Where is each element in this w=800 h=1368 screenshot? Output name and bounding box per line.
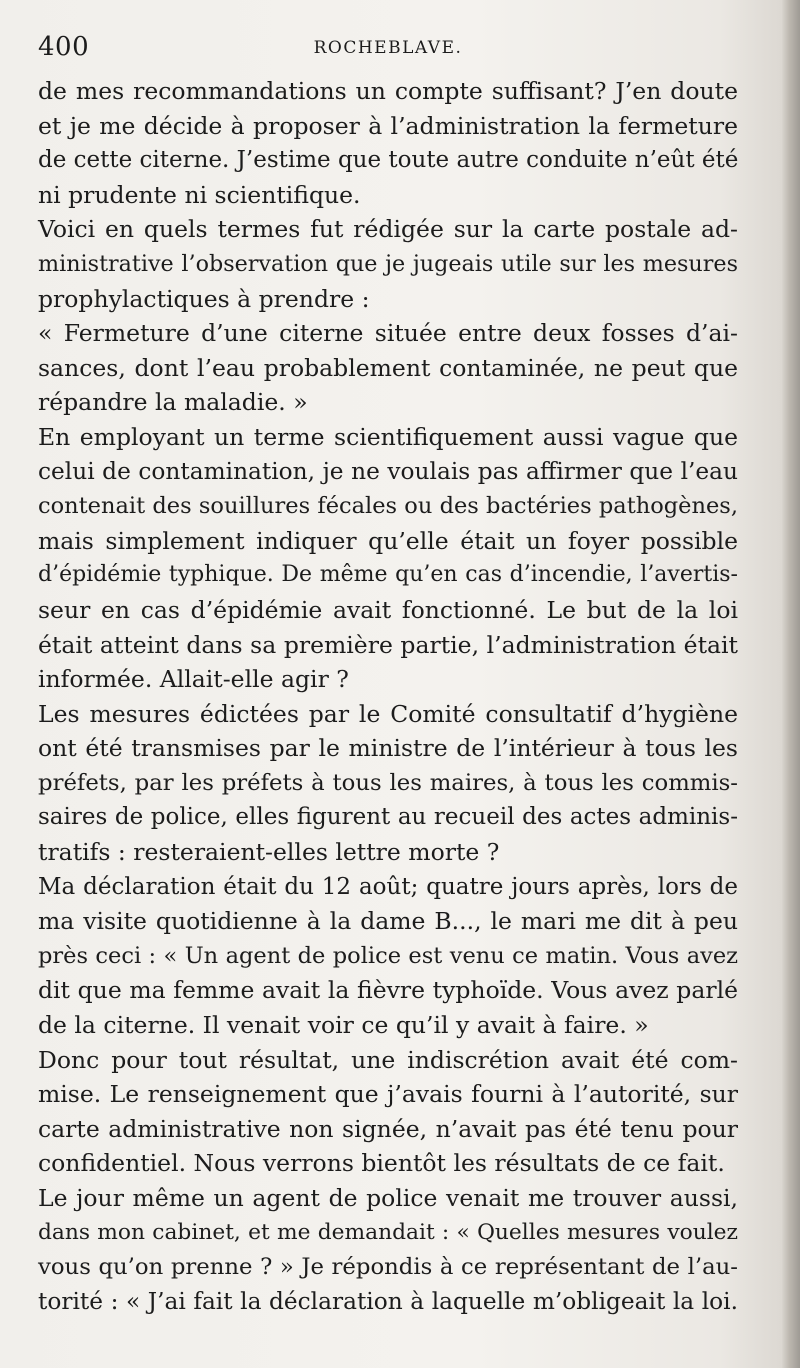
- text-line: de la citerne. Il venait voir ce qu’il y avait à faire. »: [38, 1011, 649, 1040]
- text-line: celui de contamination, je ne voulais pas affirmer que l’eau: [38, 457, 738, 485]
- text-line: ni prudente ni scientifique.: [38, 180, 361, 209]
- text-line: informée. Allait-elle agir ?: [38, 665, 349, 694]
- text-line: mais simplement indiquer qu’elle était un foyer possible: [38, 526, 738, 555]
- text-line: tratifs : resteraient-elles lettre morte ?: [38, 838, 500, 867]
- text-line: vous qu’on prenne ? » Je répondis à ce représentant de l’au-: [38, 1254, 738, 1281]
- text-line: torité : « J’ai fait la déclaration à laquelle m’obligeait la loi.: [38, 1287, 738, 1315]
- text-line: dans mon cabinet, et me demandait : « Quelles mesures voulez: [38, 1219, 738, 1245]
- text-line: Donc pour tout résultat, une indiscrétion avait été com-: [38, 1045, 738, 1074]
- text-line: ma visite quotidienne à la dame B..., le mari me dit à peu: [38, 907, 738, 936]
- text-line: En employant un terme scientifiquement aussi vague que: [38, 422, 738, 451]
- text-line: ont été transmises par le ministre de l’intérieur à tous les: [38, 734, 738, 763]
- text-line: carte administrative non signée, n’avait pas été tenu pour: [38, 1114, 738, 1143]
- page-header: [38, 28, 738, 68]
- text-line: dit que ma femme avait la fièvre typhoïde. Vous avez parlé: [38, 976, 738, 1005]
- text-line: sances, dont l’eau probablement contaminée, ne peut que: [38, 353, 738, 382]
- text-line: Le jour même un agent de police venait me trouver aussi,: [38, 1184, 738, 1212]
- page-number: 400: [38, 32, 90, 62]
- text-line: et je me décide à proposer à l’administration la fermeture: [38, 111, 738, 140]
- text-line: confidentiel. Nous verrons bientôt les résultats de ce fait.: [38, 1149, 725, 1178]
- text-line: Voici en quels termes fut rédigée sur la carte postale ad-: [38, 215, 738, 244]
- page-edge: [782, 0, 800, 1368]
- text-line: ministrative l’observation que je jugeais utile sur les mesures: [38, 250, 738, 277]
- text-line: saires de police, elles figurent au recueil des actes adminis-: [38, 804, 738, 831]
- text-line: était atteint dans sa première partie, l’administration était: [38, 630, 738, 659]
- body-text: [38, 74, 738, 1319]
- text-line: préfets, par les préfets à tous les maires, à tous les commis-: [38, 769, 738, 796]
- running-title: ROCHEBLAVE.: [313, 38, 463, 58]
- text-line: de mes recommandations un compte suffisant? J’en doute: [38, 77, 738, 105]
- text-line: de cette citerne. J’estime que toute autre conduite n’eût été: [38, 147, 739, 174]
- text-line: près ceci : « Un agent de police est venu ce matin. Vous avez: [38, 942, 738, 969]
- text-line: mise. Le renseignement que j’avais fourni à l’autorité, sur: [38, 1080, 738, 1109]
- text-line: prophylactiques à prendre :: [38, 284, 370, 313]
- text-line: d’épidémie typhique. De même qu’en cas d’incendie, l’avertis-: [38, 562, 738, 588]
- text-line: répandre la maladie. »: [38, 388, 308, 417]
- text-line: seur en cas d’épidémie avait fonctionné. Le but de la loi: [38, 595, 738, 624]
- text-line: Les mesures édictées par le Comité consultatif d’hygiène: [38, 699, 738, 728]
- text-line: Ma déclaration était du 12 août; quatre jours après, lors de: [38, 873, 738, 900]
- text-line: « Fermeture d’une citerne située entre deux fosses d’ai-: [38, 319, 738, 348]
- text-line: contenait des souillures fécales ou des bactéries pathogènes,: [38, 493, 738, 520]
